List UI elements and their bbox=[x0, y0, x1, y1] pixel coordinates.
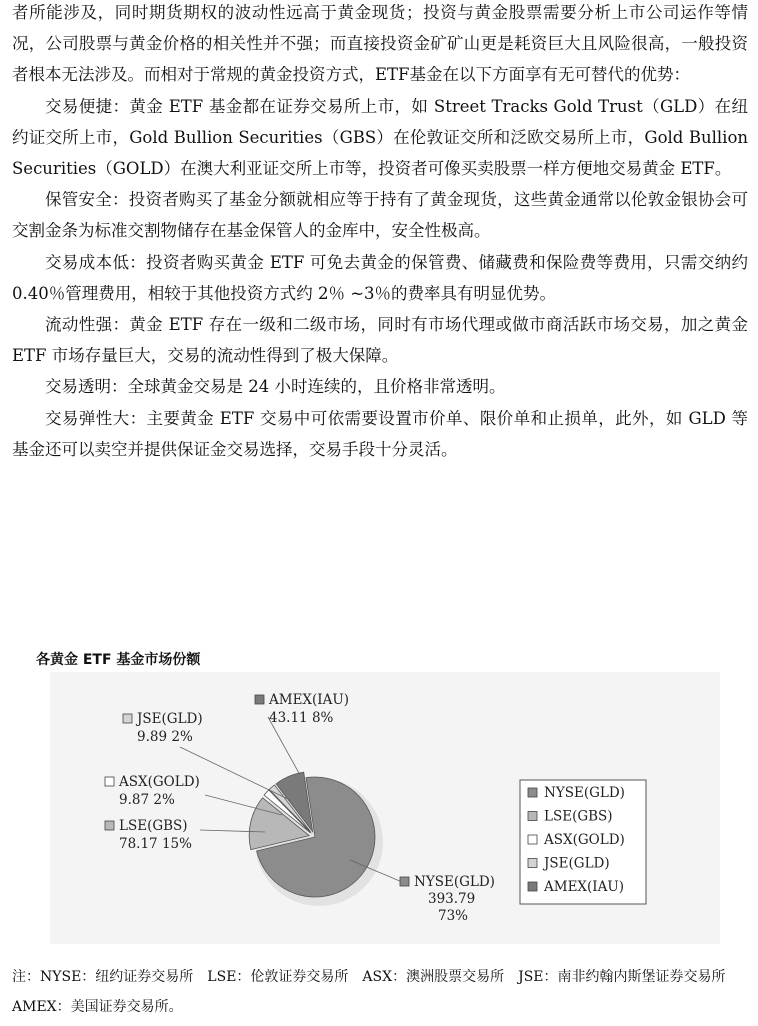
legend-label-asx-gold: ASX(GOLD) bbox=[544, 832, 625, 848]
paragraph: 交易透明：全球黄金交易是 24 小时连续的，且价格非常透明。 bbox=[45, 377, 506, 397]
slice-value-asx-gold: 9.87 2% bbox=[119, 792, 175, 808]
paragraph: 保管安全：投资者购买了基金分额就相应等于持有了黄金现货，这些黄金通常以伦敦金银协会可交割金条为标准交割物储存在基金保管人的金库中，安全性极高。 bbox=[12, 190, 748, 241]
slice-label-asx-gold: ASX(GOLD) bbox=[119, 774, 200, 790]
footnote: 注：NYSE：纽约证券交易所 LSE：伦敦证券交易所 ASX：澳洲股票交易所 JSE：南非约翰内斯堡证券交易所 AMEX：美国证券交易所。 bbox=[12, 969, 740, 1015]
slice-label-lse-gbs: LSE(GBS) bbox=[119, 818, 188, 834]
paragraph: 交易成本低：投资者购买黄金 ETF 可免去黄金的保管费、储藏费和保险费等费用，只需交纳约 0.40％管理费用，相较于其他投资方式约 2％ ~3％的费率具有明显优势。 bbox=[12, 252, 748, 303]
slice-value-jse-gld: 9.89 2% bbox=[137, 729, 193, 745]
legend-swatch-jse-gld bbox=[528, 859, 537, 868]
legend-swatch-amex-iau bbox=[528, 882, 537, 891]
label-swatch-amex-iau bbox=[255, 695, 264, 704]
slice-label-nyse-gld: NYSE(GLD) bbox=[414, 874, 495, 890]
slice-value-nyse-gld: 393.79 bbox=[428, 891, 476, 907]
legend-label-jse-gld: JSE(GLD) bbox=[544, 855, 610, 872]
label-swatch-nyse-gld bbox=[400, 877, 409, 886]
label-swatch-lse-gbs bbox=[105, 821, 114, 830]
paragraph: 交易弹性大：主要黄金 ETF 交易中可依需要设置市价单、限价单和止损单，此外，如 GLD 等基金还可以卖空并提供保证金交易选择，交易手段十分灵活。 bbox=[12, 408, 748, 459]
legend-swatch-asx-gold bbox=[528, 835, 537, 844]
body-text bbox=[12, 0, 748, 465]
legend-label-lse-gbs: LSE(GBS) bbox=[544, 808, 613, 825]
slice-value-lse-gbs: 78.17 15% bbox=[119, 836, 192, 852]
label-swatch-jse-gld bbox=[123, 714, 132, 723]
chart-area bbox=[50, 672, 720, 944]
slice-value-amex-iau: 43.11 8% bbox=[269, 710, 334, 726]
paragraph: 者所能涉及，同时期货期权的波动性远高于黄金现货；投资与黄金股票需要分析上市公司运作等情况，公司股票与黄金价格的相关性并不强；而直接投资金矿矿山更是耗资巨大且风险很高，一般投资者根本无法涉及。而相对于常规的黄金投资方式，ETF基金在以下方面享有无可替代的优势： bbox=[12, 3, 748, 85]
label-swatch-asx-gold bbox=[105, 777, 114, 786]
legend-swatch-nyse-gld bbox=[528, 788, 537, 797]
chart-title: 各黄金 ETF 基金市场份额 bbox=[36, 652, 201, 668]
legend-label-amex-iau: AMEX(IAU) bbox=[544, 879, 625, 895]
legend-swatch-lse-gbs bbox=[528, 812, 537, 821]
slice-label-jse-gld: JSE(GLD) bbox=[137, 711, 203, 727]
paragraph: 流动性强：黄金 ETF 存在一级和二级市场，同时有市场代理或做市商活跃市场交易，加之黄金 ETF 市场存量巨大，交易的流动性得到了极大保障。 bbox=[12, 315, 748, 366]
slice-label-amex-iau: AMEX(IAU) bbox=[269, 692, 350, 708]
legend-label-nyse-gld: NYSE(GLD) bbox=[544, 785, 625, 801]
paragraph: 交易便捷：黄金 ETF 基金都在证券交易所上市，如 Street Tracks Gold Trust（GLD）在纽约证交所上市，Gold Bullion Securities（GBS）在伦敦证交所和泛欧交易所上市，Gold Bullion Securities（GOLD）在澳大利亚证交所上市等，投资者可像买卖股票一样方便地交易黄金 ETF。 bbox=[12, 96, 748, 179]
slice-percent-nyse-gld: 73% bbox=[438, 908, 469, 924]
pie-chart bbox=[50, 672, 720, 944]
